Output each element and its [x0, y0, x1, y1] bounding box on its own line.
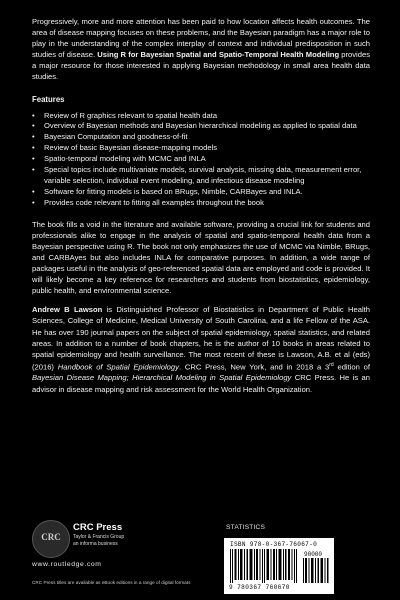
- feature-item: • Bayesian Computation and goodness-of-fit: [32, 132, 370, 143]
- intro-text-end: provides a major resource for those interested in applying Bayesian methodology in small area health data studies.: [32, 50, 370, 82]
- subject-category: STATISTICS: [226, 524, 266, 531]
- publisher-parent: an informa business: [73, 541, 118, 547]
- feature-item: • Special topics include multivariate models, survival analysis, missing data, measurement error, variable selection, individual event modeling, and infectious disease modeling: [32, 165, 370, 187]
- back-cover-text: [32, 16, 370, 395]
- publisher-logo: [32, 520, 152, 580]
- author-bio-text: . CRC Press, New York, and in 2018 a 3: [178, 362, 330, 372]
- crc-logo-icon: [32, 520, 70, 558]
- feature-item: • Software for fitting models is based on BRugs, Nimble, CARBayes and INLA.: [32, 187, 370, 198]
- book-title: Using R for Bayesian Spatial and Spatio-Temporal Health Modeling: [97, 50, 340, 60]
- isbn-barcode: [224, 538, 334, 594]
- book-reference: Handbook of Spatial Epidemiology: [57, 362, 179, 372]
- feature-item: • Provides code relevant to fitting all examples throughout the book: [32, 198, 370, 209]
- feature-item: • Overview of Bayesian methods and Bayesian hierarchical modeling as applied to spatial data: [32, 121, 370, 132]
- features-heading: Features: [32, 94, 65, 104]
- features-list: [32, 111, 370, 209]
- intro-text: Progressively, more and more attention has been paid to how location affects health outcomes. The area of disease mapping focuses on these problems, and the Bayesian paradigm has a major role to play in the understanding of the complex interplay of context and individual predisposition in such studies of disease.: [32, 17, 370, 60]
- ean-number: 9 780367 760670: [229, 584, 290, 591]
- ordinal-suffix: rd: [329, 361, 334, 368]
- cover-footer: [32, 516, 370, 596]
- author-name: Andrew B Lawson: [32, 305, 103, 315]
- publisher-name: CRC Press: [73, 522, 123, 533]
- author-bio: [32, 304, 370, 394]
- author-bio-text: edition of: [333, 362, 371, 372]
- author-bio-text: CRC Press. He is an advisor in disease mapping and risk assessment for the World Health Organization.: [32, 373, 370, 394]
- publisher-group: Taylor & Francis Group: [73, 534, 125, 540]
- feature-item: • Review of basic Bayesian disease-mapping models: [32, 143, 370, 154]
- ebook-note: CRC Press titles are available as eBook editions in a range of digital formats: [32, 580, 191, 585]
- feature-item: • Spatio-temporal modeling with MCMC and INLA: [32, 154, 370, 165]
- book-reference: Bayesian Disease Mapping; Hierarchical Modeling in Spatial Epidemiology: [32, 373, 292, 383]
- publisher-url[interactable]: www.routledge.com: [32, 561, 102, 568]
- isbn-number: ISBN 978-0-367-76067-0: [230, 541, 318, 548]
- addon-barcode-icon: [303, 558, 329, 583]
- description-paragraph: The book fills a void in the literature and available software, providing a crucial link for students and professionals alike to engage in the analysis of spatial and spatio-temporal health data from a Bayesian perspective using R. The book not only emphasizes the use of MCMC via Nimble, BRugs, and CARBAyes but also includes INLA for comparative purposes. In addition, a wide range of packages useful in the analysis of geo-referenced spatial data are employed and code is provided. It will likely become a key reference for researchers and students from biostatistics, epidemiology, public health, and environmental science.: [32, 219, 370, 296]
- feature-item: • Review of R graphics relevant to spatial health data: [32, 111, 370, 122]
- logo-lettering: CRC: [41, 532, 61, 542]
- barcode-bars-icon: [230, 549, 298, 583]
- author-bio-text: is Distinguished Professor of Biostatistics in Department of Public Health Sciences, College of Medicine, Medical University of South Carolina, and a life Fellow of the ASA. He has over 190 journal papers on the subject of spatial epidemiology, spatial statistics, and related areas. In addition to a number of book chapters, he is the author of 10 books in areas related to spatial epidemiology and health surveillance. The most recent of these is Lawson, A.B. et al (eds) (2016): [32, 305, 370, 372]
- price-code: 90000: [304, 551, 323, 558]
- intro-paragraph: [32, 16, 370, 83]
